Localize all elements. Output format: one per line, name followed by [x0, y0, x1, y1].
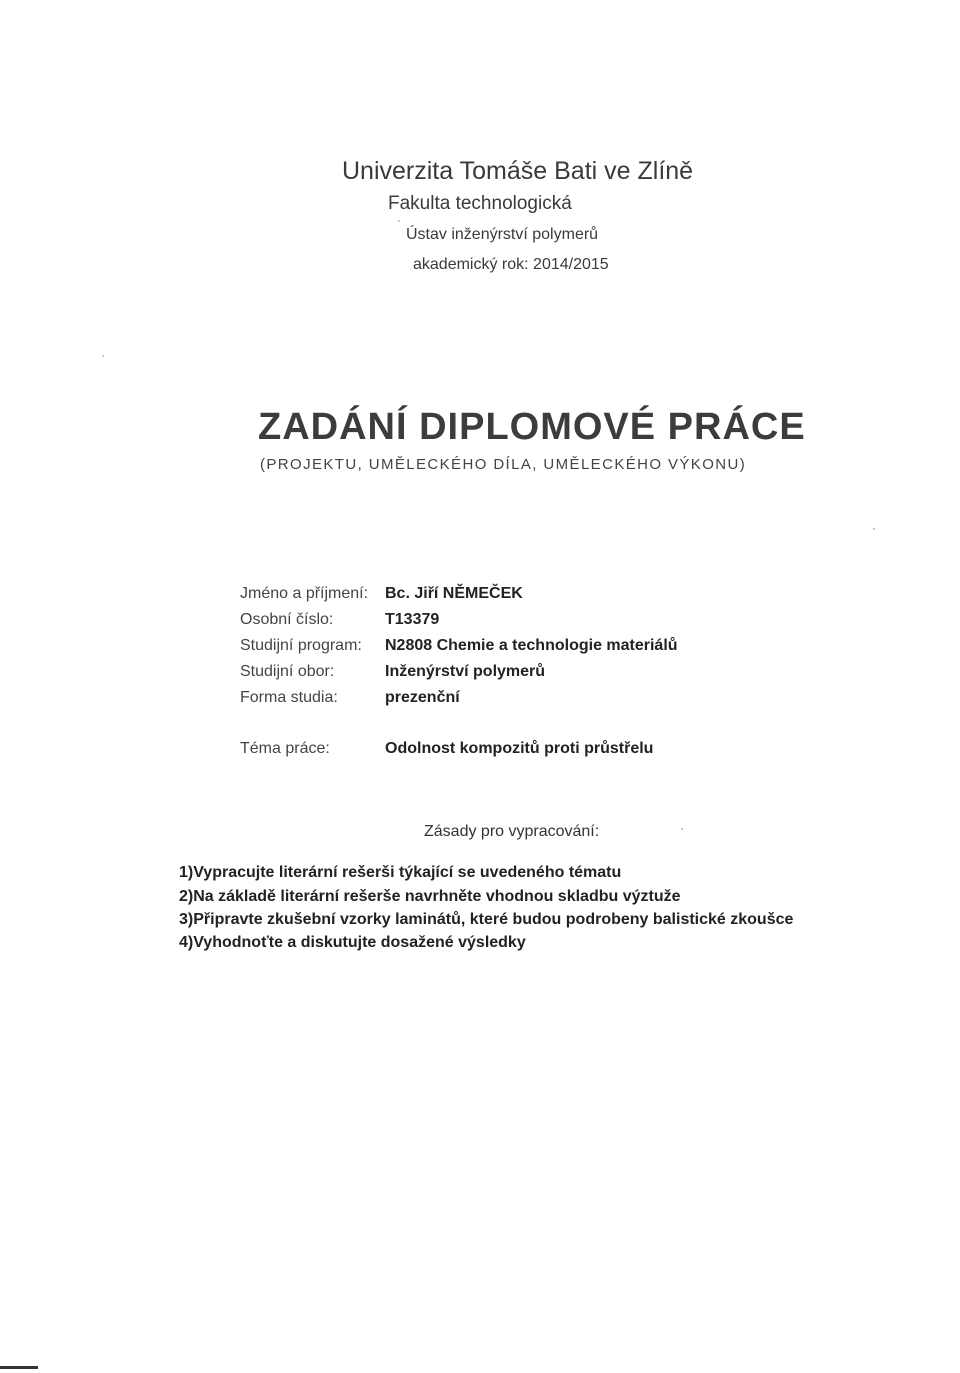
document-title: ZADÁNÍ DIPLOMOVÉ PRÁCE: [258, 406, 806, 448]
program-value: N2808 Chemie a technologie materiálů: [385, 637, 678, 654]
principle-item: 4)Vyhodnoťte a diskutujte dosažené výsledky: [179, 934, 526, 951]
name-value: Bc. Jiří NĚMEČEK: [385, 585, 523, 602]
topic-value: Odolnost kompozitů proti průstřelu: [385, 740, 654, 757]
principle-item: 1)Vypracujte literární rešerši týkající se uvedeného tématu: [179, 864, 622, 881]
scan-edge-mark: [0, 1366, 38, 1369]
scan-speck: [102, 355, 104, 357]
field-label: Studijní obor:: [240, 663, 335, 680]
university-name: Univerzita Tomáše Bati ve Zlíně: [342, 157, 694, 185]
program-label: Studijní program:: [240, 637, 362, 654]
form-value: prezenční: [385, 689, 460, 706]
scan-speck: [681, 828, 683, 830]
principle-item: 3)Připravte zkušební vzorky laminátů, které budou podrobeny balistické zkoušce: [179, 911, 794, 928]
field-value: Inženýrství polymerů: [385, 663, 546, 680]
faculty-name: Fakulta technologická: [388, 193, 572, 214]
name-label: Jméno a příjmení:: [240, 585, 369, 602]
scan-speck: [398, 220, 400, 222]
topic-label: Téma práce:: [240, 740, 330, 757]
form-label: Forma studia:: [240, 689, 338, 706]
principle-item: 2)Na základě literární rešerše navrhněte vhodnou skladbu výztuže: [179, 888, 681, 905]
document-subtitle: (PROJEKTU, UMĚLECKÉHO DÍLA, UMĚLECKÉHO VÝKONU): [260, 456, 747, 473]
principles-heading: Zásady pro vypracování:: [424, 823, 600, 840]
id-label: Osobní číslo:: [240, 611, 334, 628]
department-name: Ústav inženýrství polymerů: [406, 226, 599, 243]
id-value: T13379: [385, 611, 440, 628]
scan-speck: [873, 528, 875, 530]
academic-year: akademický rok: 2014/2015: [413, 256, 609, 273]
